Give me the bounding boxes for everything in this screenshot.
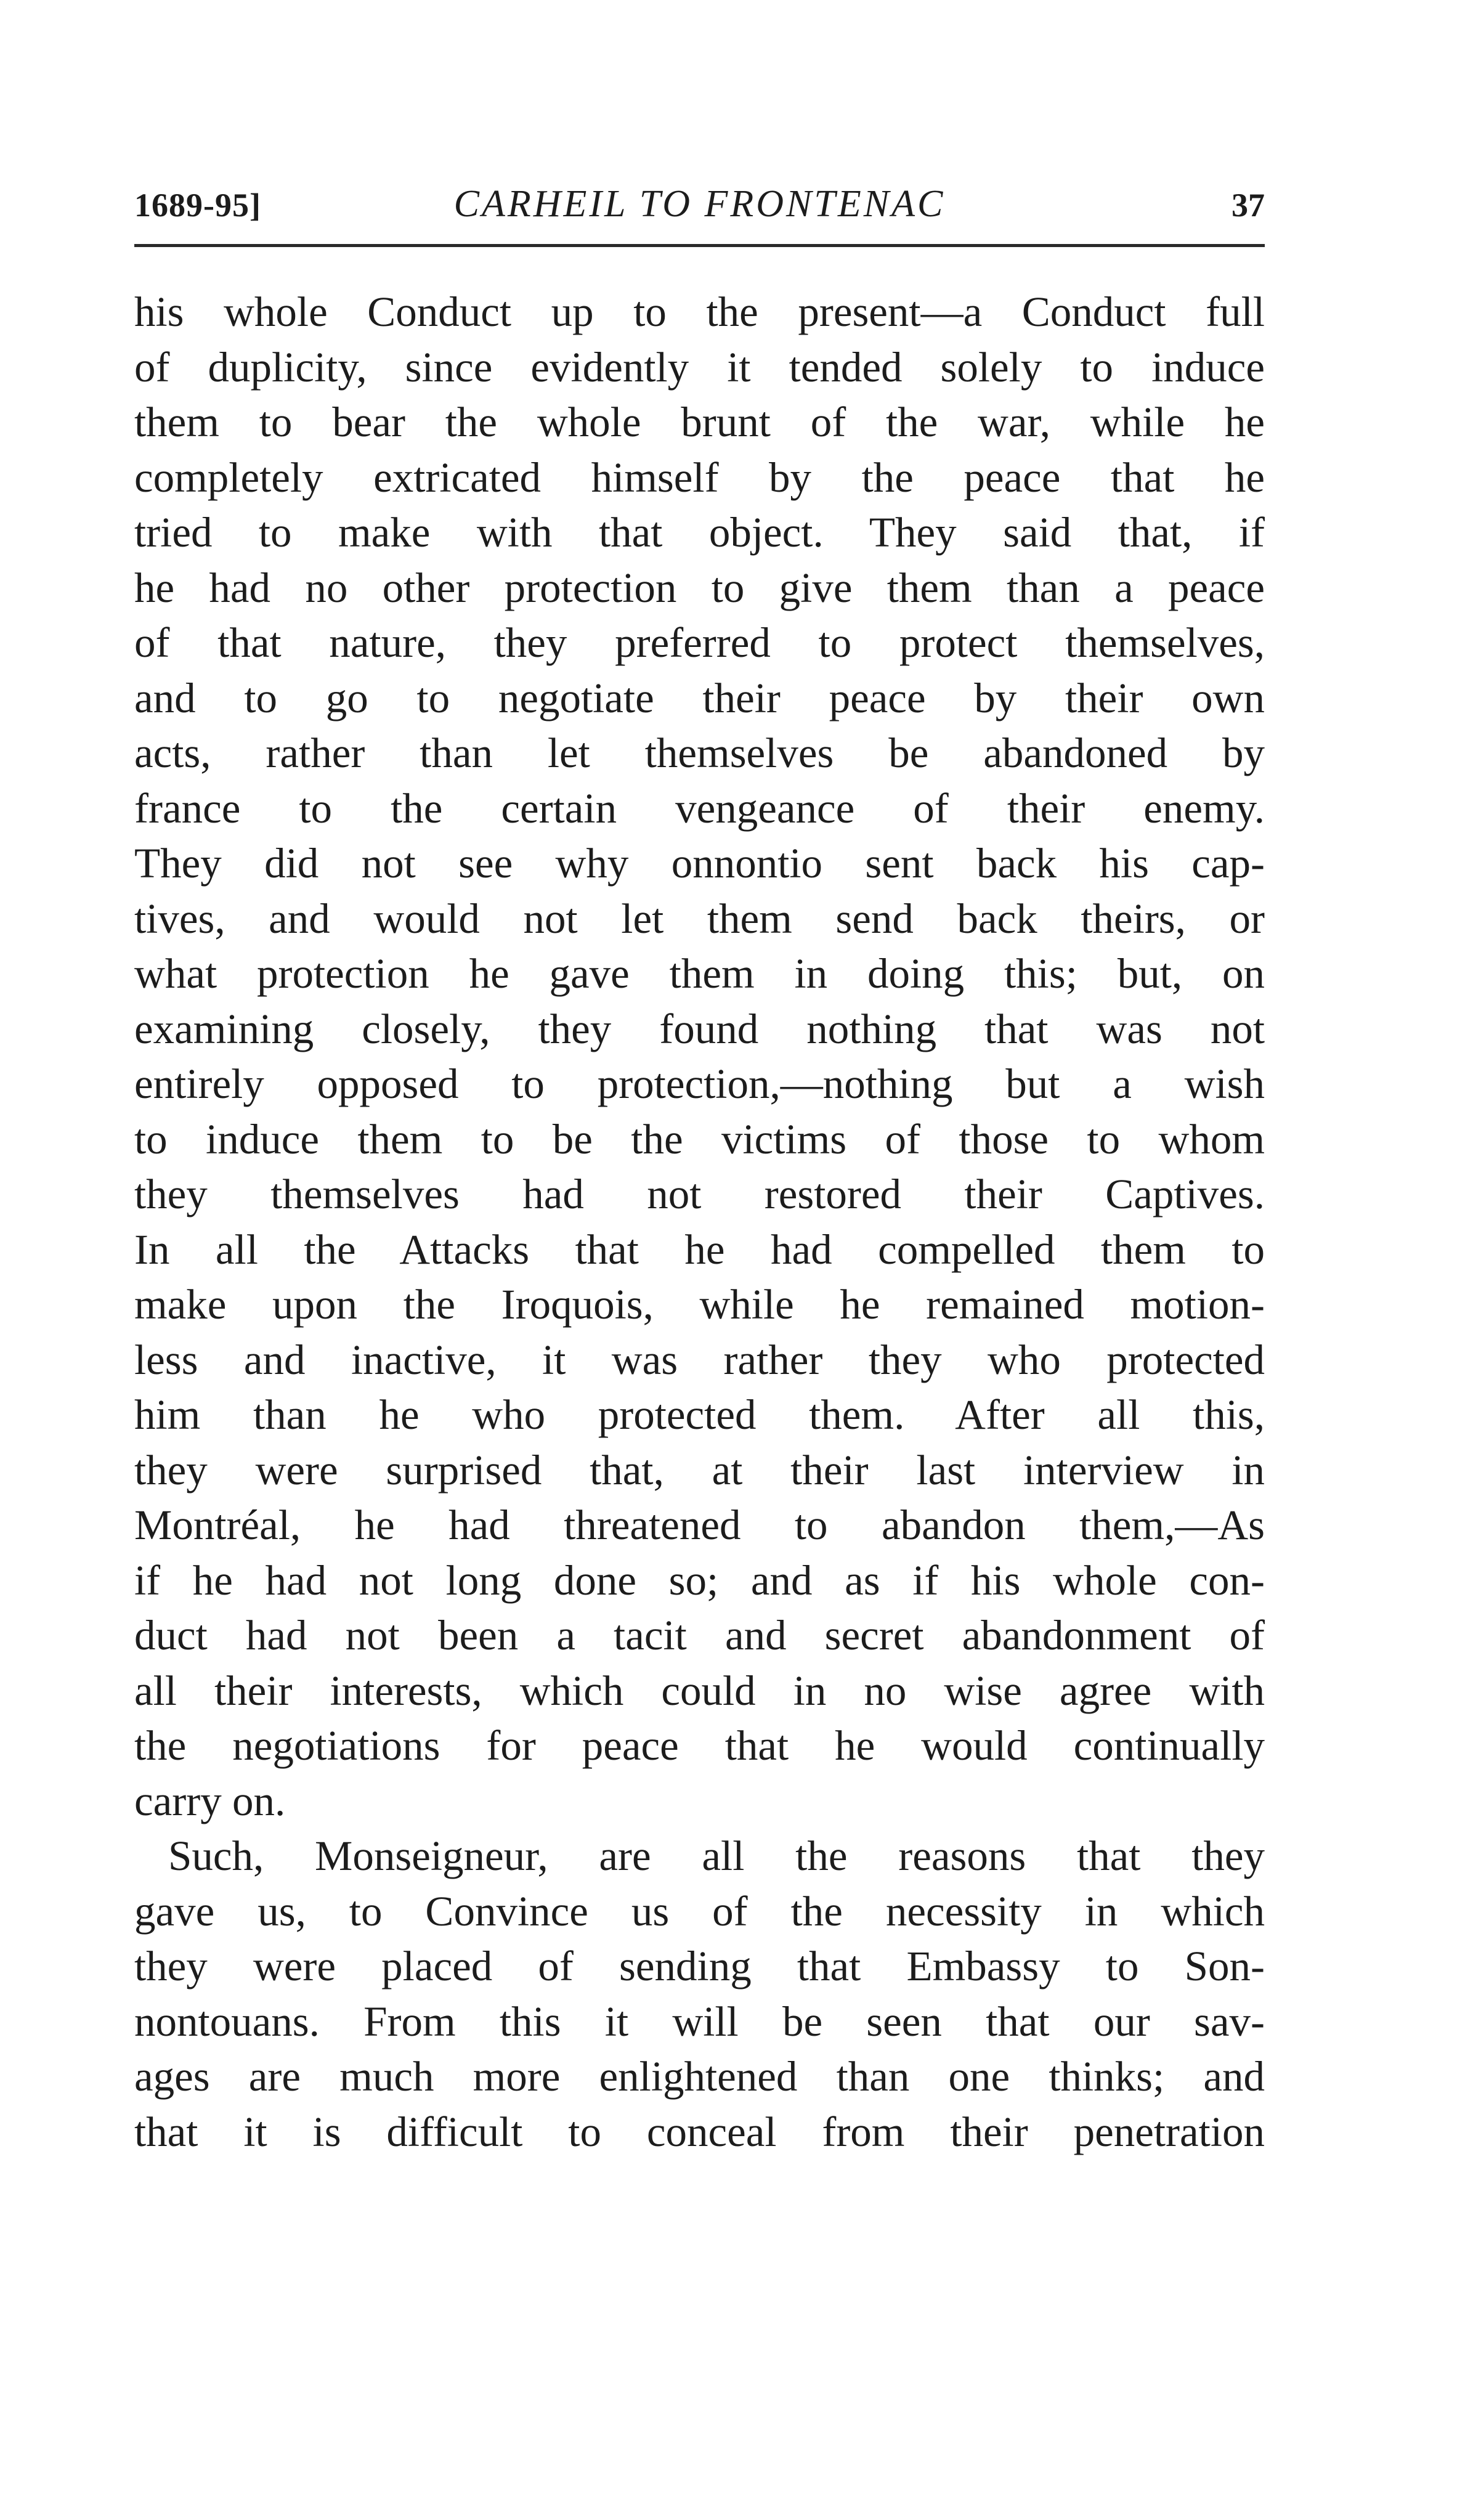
text-line: gave us, to Convince us of the necessity in which — [134, 1887, 1265, 1935]
text-line: acts, rather than let themselves be abandoned by — [134, 730, 1265, 776]
text-line: entirely opposed to protection,—nothing but a wish — [134, 1060, 1265, 1107]
text-line: if he had not long done so; and as if his whole con- — [134, 1556, 1265, 1604]
body-text — [134, 285, 1265, 2160]
text-line: Such, Monseigneur, are all the reasons that they — [168, 1832, 1265, 1879]
text-line: they were placed of sending that Embassy to Son- — [134, 1943, 1265, 1990]
text-line: they were surprised that, at their last interview in — [134, 1446, 1265, 1494]
running-head-years: 1689-95] — [134, 187, 261, 224]
text-line: carry on. — [134, 1777, 286, 1824]
text-line: They did not see why onnontio sent back his cap- — [134, 840, 1265, 887]
text-line: that it is difficult to conceal from their penetration — [134, 2108, 1265, 2155]
text-line: tried to make with that object. They said that, if — [134, 509, 1265, 556]
paragraph — [134, 1829, 1265, 2160]
text-line: them to bear the whole brunt of the war, while he — [134, 399, 1265, 445]
text-line: he had no other protection to give them than a peace — [134, 564, 1265, 611]
running-head-title: CARHEIL TO FRONTENAC — [453, 183, 946, 225]
text-line: examining closely, they found nothing that was not — [134, 1005, 1265, 1052]
text-line: ages are much more enlightened than one thinks; and — [134, 2053, 1265, 2100]
text-line: of that nature, they preferred to protect themselves, — [134, 619, 1265, 666]
text-line: all their interests, which could in no wise agree with — [134, 1667, 1265, 1714]
text-line: duct had not been a tacit and secret abandonment of — [134, 1612, 1265, 1659]
text-line: Montréal, he had threatened to abandon them,—As — [134, 1502, 1265, 1548]
text-line: completely extricated himself by the peace that he — [134, 453, 1265, 501]
text-line: In all the Attacks that he had compelled them to — [134, 1225, 1265, 1273]
text-line: nontouans. From this it will be seen that our sav- — [134, 1998, 1265, 2045]
header-rule — [134, 244, 1265, 247]
text-line: tives, and would not let them send back theirs, or — [134, 895, 1265, 942]
text-line: they themselves had not restored their Captives. — [134, 1171, 1265, 1217]
text-line: what protection he gave them in doing this; but, on — [134, 950, 1265, 997]
text-line: the negotiations for peace that he would continually — [134, 1722, 1265, 1769]
text-line: france to the certain vengeance of their enemy. — [134, 784, 1265, 832]
text-line: him than he who protected them. After all this, — [134, 1391, 1265, 1438]
paragraph — [134, 285, 1265, 1829]
text-line: to induce them to be the victims of those to whom — [134, 1115, 1265, 1163]
text-line: less and inactive, it was rather they who protected — [134, 1336, 1265, 1383]
text-line: his whole Conduct up to the present—a Conduct full — [134, 288, 1265, 335]
page-number: 37 — [1231, 187, 1265, 224]
text-line: of duplicity, since evidently it tended solely to induce — [134, 343, 1265, 391]
text-line: and to go to negotiate their peace by their own — [134, 674, 1265, 721]
running-head — [134, 180, 1265, 235]
text-line: make upon the Iroquois, while he remained motion- — [134, 1281, 1265, 1328]
